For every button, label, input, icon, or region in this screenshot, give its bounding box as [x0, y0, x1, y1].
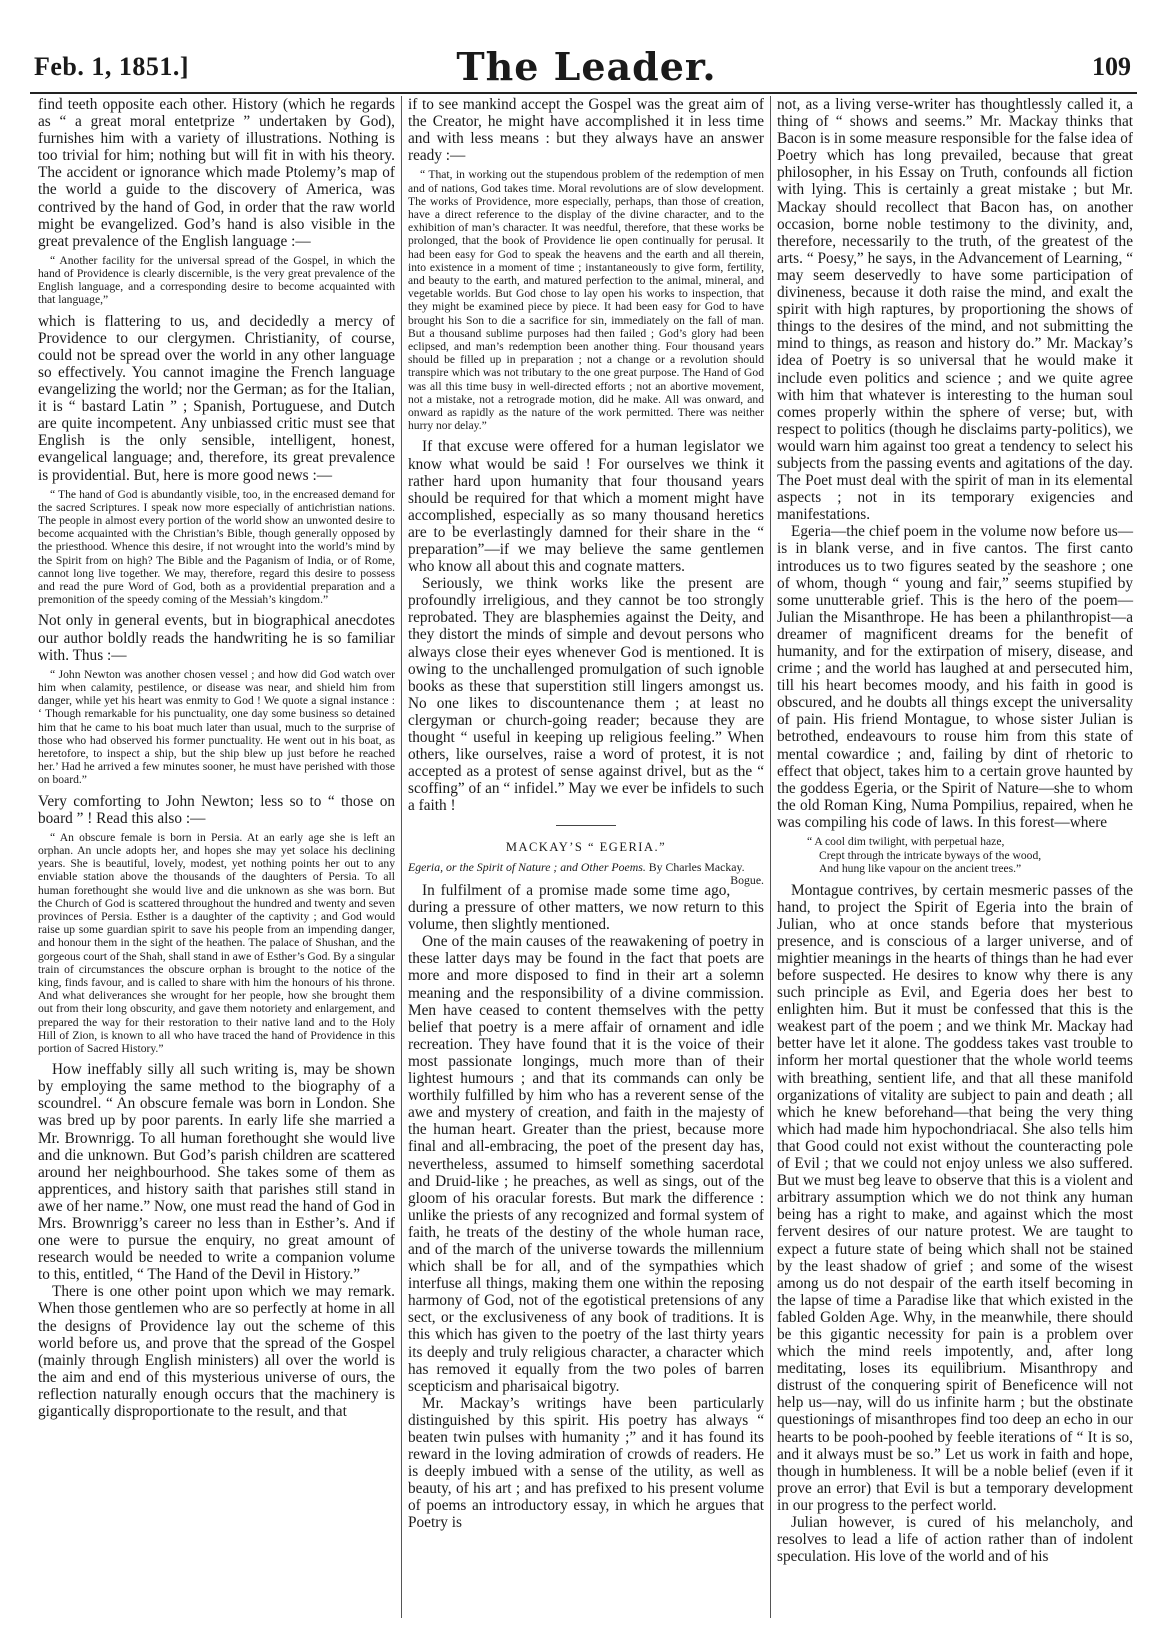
- paragraph: Julian however, is cured of his melancholy, and resolves to lead a life of action rather than of indolent speculation. His love of the world and of his: [777, 1514, 1133, 1566]
- block-quote: “ That, in working out the stupendous problem of the redemption of men and of nations, God takes time. Moral revolutions are of slow development. The works of Providence, more especially, perhaps, than those of creation, have a direct reference to the display of the divine character, and to the exhibition of man’s character. It was needful, therefore, that these works be prolonged, that the book of Providence lie open continually for perusal. It had been easy for God to speak the heavens and the earth and all therein, into existence in a moment of time ; instantaneously to give form, fertility, and beauty to the earth, and matured perfection to the animal, mineral, and vegetable worlds. But God chose to lay open his works to inspection, that they might be examined piece by piece. It had been easy for God to have brought his Son to die a sacrifice for sin, immediately on the fall of man. But a thousand sublime purposes had then failed ; God’s glory had been eclipsed, and man’s redemption been another thing. Four thousand years should be filled up in preparation ; not a change or a revolution should transpire which was not tributary to the one great purpose. The Hand of God was all this time busy in well-directed efforts ; not an abortive movement, not a mistake, not a retrograde motion, did he make. All was onward, and onward as rapidly as the nature of the work permitted. There was neither hurry nor delay.”: [408, 168, 764, 433]
- paragraph: not, as a living verse-writer has thoughtlessly called it, a thing of “ shows and seems.” Mr. Mackay thinks that Bacon is in some measure responsible for the false idea of Poetry which has long prevailed, because that great philosopher, in his Essay on Truth, confounds all fiction with lying. This is certainly a great mistake ; but Mr. Mackay should recollect that Bacon has, on another occasion, borne noble testimony to the divinity, and, therefore, necessarily to the truth, of the greatest of the arts. “ Poesy,” he says, in the Advancement of Learning, “ may seem deservedly to have some participation of divineness, because it doth raise the mind, and exalt the spirit with high raptures, by proportioning the shows of things to the desires of the mind, and not submitting the mind to things, as reason and history do.” Mr. Mackay’s idea of Poetry is so universal that he would make it include even politics and science ; and we quite agree with him that whatever is interesting to the human soul comes properly within the sphere of verse; but, with respect to politics (though he disclaims party-politics), we would warn him against too great a tendency to select his subjects from the passing events and agitations of the day. The Poet must deal with the spirit of man in its elemental aspects ; not in its temporary exigencies and manifestations.: [777, 96, 1133, 524]
- verse-line: “ A cool dim twilight, with perpetual haze,: [807, 835, 1005, 849]
- masthead-rule: [30, 92, 1137, 94]
- paragraph: Montague contrives, by certain mesmeric passes of the hand, to project the Spirit of Egeria into the brain of Julian, who at once stands before that mysterious presence, and is conscious of a larger universe, and of mightier meanings in the hearts of things than he had ever before suspected. He desires to know why there is any such principle as Evil, and Egeria does her best to enlighten him. But it must be confessed that this is the weakest part of the poem ; and we think Mr. Mackay had better have let it alone. The goddess takes vast trouble to inform her mortal questioner that the whole world teems with breathing, sentient life, and that all these manifold organizations of vitality are subject to pain and death ; all which he knew beforehand—that being the very thing which had made him hypochondriacal. She also tells him that Good could not exist without the counteracting pole of Evil ; that we could not enjoy unless we also suffered. But we must beg leave to observe that this is a violent and arbitrary assumption which we do not think any human being has a right to make, and against which the most fervent desires of our nature protest. We are taught to expect a future state of being which shall not be stained by the least shadow of grief ; and some of the wisest among us do not despair of the earth itself becoming in the lapse of time a Paradise like that which existed in the fabled Golden Age. Why, in the meanwhile, there should be this gigantic necessity for pain is a problem over which the mind reels impotently, and, after long meditating, loses its equilibrium. Misanthropy and distrust of the conquering spirit of Beneficence will not help us—nay, will do us infinite harm ; but the obstinate questionings of misanthropes find too deep an echo in our hearts to be pooh-poohed by feeble iterations of “ It is so, and it always must be so.” Let us work in faith and hope, though in humbleness. It will be a noble belief (even if it prove an error) that Evil is but a temporary development in our progress to the perfect world.: [777, 881, 1134, 1514]
- block-quote: “ An obscure female is born in Persia. At an early age she is left an orphan. An uncle adopts her, and hopes she may yet solace his declining years. She is beautiful, lovely, modest, yet nothing points her out to any enviable station above the thousands of the daughters of Persia. To all human forethought she would live and die unknown as she was born. But the Church of God is scattered throughout the hundred and twenty and seven provinces of Persia. Esther is a daughter of the captivity ; and God would raise up some guardian spirit to save his people from an impending danger, and honour them in the sight of the heathen. The palace of Shushan, and the gorgeous court of the Shah, shall stand in awe of Esther’s God. By a singular train of circumstances the obscure orphan is brought to the notice of the king, finds favour, and is called to share with him the honours of his throne. And what deliverances she wrought for her people, how she brought them out from their long obscurity, and gave them notoriety and enlargement, and prepared the way for their restoration to their native land and to the Holy Hill of Zion, is known to all who have traced the hand of Providence in this portion of Sacred History.”: [38, 830, 395, 1055]
- paragraph: How ineffably silly all such writing is, may be shown by employing the same method to the biography of a scoundrel. “ An obscure female was born in London. She was bred up by poor parents. In early life she married a Mr. Brownrigg. To all human forethought she would live and die unknown. But God’s parish children are scattered around her neighbourhood. She takes some of them as apprentices, and history saith that parishes still stand in awe of her name.” Now, one must read the hand of God in Mrs. Brownrigg’s career no less than in Esther’s. And if one were to pursue the enquiry, no great amount of research would be needed to write a companion volume to this, entitled, “ The Hand of the Devil in History.”: [38, 1061, 395, 1284]
- book-author: By Charles Mackay.: [648, 859, 745, 874]
- verse-quote: [807, 835, 1133, 876]
- issue-date: Feb. 1, 1851.]: [34, 52, 190, 81]
- paragraph: which is flattering to us, and decidedly a mercy of Providence to our clergymen. Christianity, of course, could not be spread over the world in any other language so effectively. You cannot imagine the French language evangelizing the world; nor the German; as for the Italian, it is “ bastard Latin ” ; Spanish, Portuguese, and Dutch are quite incompetent. Any unbiassed critic must see that English is the only sensible, intelligent, honest, evangelical language; and, therefore, its great prevalence is providential. But, here is more good news :—: [38, 312, 395, 484]
- paragraph: There is one other point upon which we may remark. When those gentlemen who are so perfectly at home in all the designs of Providence lay out the scheme of this world before us, and prove that the spread of the Gospel (mainly through English ministers) all over the world is the aim and end of this mysterious universe of ours, the reflection naturally enough occurs that the machinery is gigantically disproportionate to the result, and that: [38, 1283, 395, 1421]
- paragraph: In fulfilment of a promise made some time ago, during a pressure of other matters, we now return to this volume, then slightly mentioned.: [408, 882, 764, 934]
- article-columns: [32, 96, 1141, 1618]
- column-1: [32, 96, 401, 1618]
- verse-line: Crept through the intricate byways of the wood,: [819, 848, 1042, 862]
- verse-line: And hung like vapour on the ancient trees.”: [819, 862, 1022, 876]
- paragraph: Not only in general events, but in biographical anecdotes our author boldly reads the handwriting he is so familiar with. Thus :—: [38, 612, 395, 664]
- paragraph: One of the main causes of the reawakening of poetry in these latter days may be found in the fact that poets are more and more disposed to find in their art a solemn meaning and the responsibility of a divine commission. Men have ceased to content themselves with the petty belief that poetry is a mere affair of ornament and idle recreation. They have found that it is the voice of their most passionate longings, much more than of their lightest humours ; and that its commands can only be worthily fulfilled by him who has a reverent sense of the awe and mystery of creation, and faith in the majesty of the human heart. Greater than the priest, because more final and all-embracing, the poet of the present day has, nevertheless, assumed to himself something sacerdotal and Druid-like ; he preaches, as well as sings, out of the gloom of his oracular forests. But mark the difference : unlike the priests of any recognized and formal system of faith, he treats of the destiny of the whole human race, and of the march of the universe towards the millennium which shall be for all, and of the sympathies which interfuse all things, making them one within the reposing harmony of God, not of the egotistical pretensions of any sect, or the exclusiveness of any book of traditions. It is this which has given to the poetry of the last thirty years its deeply and truly religious character, a character which has removed it equally from the two poles of barren scepticism and pharisaical bigotry.: [408, 933, 764, 1395]
- page-number: 109: [1092, 52, 1131, 81]
- column-3: [770, 96, 1139, 1618]
- paragraph: Egeria—the chief poem in the volume now before us—is in blank verse, and in five cantos. The first canto introduces us to two figures seated by the seashore ; one of whom, though “ young and fair,” seems stupified by some unutterable grief. This is the hero of the poem—Julian the Misanthrope. He has been a philanthropist—a dreamer of magnificent dreams for the benefit of humanity, and for the extirpation of misery, disease, and crime ; and the world has laughed at and persecuted him, till his heart becomes moody, and his faith in good is obscured, and he doubts all things except the universality of pain. His friend Montague, to whose sister Julian is betrothed, endeavours to rouse him from this state of mental cowardice ; and, failing by dint of rhetoric to effect that object, takes him to a certain grove haunted by the goddess Egeria, or the Spirit of Nature—she to whom the old Roman King, Numa Pompilius, repaired, when he was compiling his code of laws. In this forest—where: [777, 523, 1133, 831]
- paragraph: If that excuse were offered for a human legislator we know what would be said ! For ourselves we think it rather hard upon humanity that four thousand years should be required for that which a moment might have accomplished, especially as so many thousand heretics are to be everlastingly damned for their share in the “ preparation”—if we may believe the same gentlemen who know all about this and cognate matters.: [408, 438, 764, 576]
- review-book-details: [408, 859, 764, 887]
- review-title: MACKAY’S “ EGERIA.”: [505, 839, 667, 854]
- block-quote: “ John Newton was another chosen vessel ; and how did God watch over him when calamity, pestilence, or disease was near, and shield him from danger, while yet his heart was enmity to God ! We quote a signal instance : ‘ Though remarkable for his punctuality, one day some business so detained him that he came to his boat much later than usual, much to the surprise of those who had observed his former punctuality. He went out in his boat, as heretofore, to inspect a ship, but the ship blew up just before he reached her.’ Had he arrived a few minutes sooner, he must have perished with those on board.”: [38, 667, 395, 787]
- block-quote: “ The hand of God is abundantly visible, too, in the encreased demand for the sacred Scriptures. I speak now more especially of antichristian nations. The people in almost every portion of the world show an unwonted desire to become acquainted with the Christian’s Bible, though generally opposed by the priesthood. Whence this desire, if not wrought into the world’s mind by the Spirit from on high? The Bible and the Paganism of India, or of Rome, cannot long live together. We may, therefore, regard this desire to possess and read the pure Word of God, both as a providential preparation and a premonition of the speedy coming of the Messiah’s kingdom.”: [38, 487, 395, 607]
- paragraph: Very comforting to John Newton; less so to “ those on board ” ! Read this also :—: [38, 792, 395, 827]
- book-title: Egeria, or the Spirit of Nature ; and Other Poems.: [408, 859, 646, 874]
- paragraph: if to see mankind accept the Gospel was the great aim of the Creator, he might have accomplished it in less time and with less means : but they always have an answer ready :—: [408, 96, 764, 165]
- newspaper-title: The Leader.: [456, 44, 717, 89]
- book-publisher: Bogue.: [730, 873, 764, 887]
- block-quote: “ Another facility for the universal spread of the Gospel, in which the hand of Providence is clearly discernible, is the very great prevalence of the English language, and a corresponding desire to become acquainted with that language,”: [38, 253, 395, 307]
- masthead: [32, 0, 1141, 88]
- paragraph: Mr. Mackay’s writings have been particularly distinguished by this spirit. His poetry has always “ beaten twin pulses with humanity ;” and it has found its reward in the loving admiration of crowds of readers. He is deeply imbued with a sense of the utility, as well as beauty, of his art ; and has prefixed to his present volume of poems an introductory essay, in which he argues that Poetry is: [408, 1394, 764, 1532]
- paragraph: Seriously, we think works like the present are profoundly irreligious, and they cannot be too strongly reprobated. They are blasphemies against the Deity, and they distort the minds of simple and devout persons who always close their eyes whenever God is mentioned. It is owing to the unchallenged promulgation of such ignoble books as these that superstition still lingers amongst us. No one likes to discountenance them ; at least no clergyman or church-going reader; because they are thought “ useful in keeping up religious feeling.” When others, like ourselves, raise a word of protest, it is not accepted as a protest of sense against drivel, but as the “ scoffing” of an “ infidel.” May we ever be infidels to such a faith !: [408, 575, 764, 815]
- paragraph: find teeth opposite each other. History (which he regards as “ a great moral entetprize ” undertaken by God), furnishes him with a variety of illustrations. Nothing is too trivial for him; nothing but will fit in with his theory. The accident or ignorance which made Ptolemy’s map of the world a guide to the discovery of America, was contrived by the hand of God, in order that the raw world might be evangelized. God’s hand is also visible in the great prevalence of the English language :—: [38, 96, 395, 250]
- column-2: [401, 96, 770, 1618]
- section-divider: [556, 825, 616, 826]
